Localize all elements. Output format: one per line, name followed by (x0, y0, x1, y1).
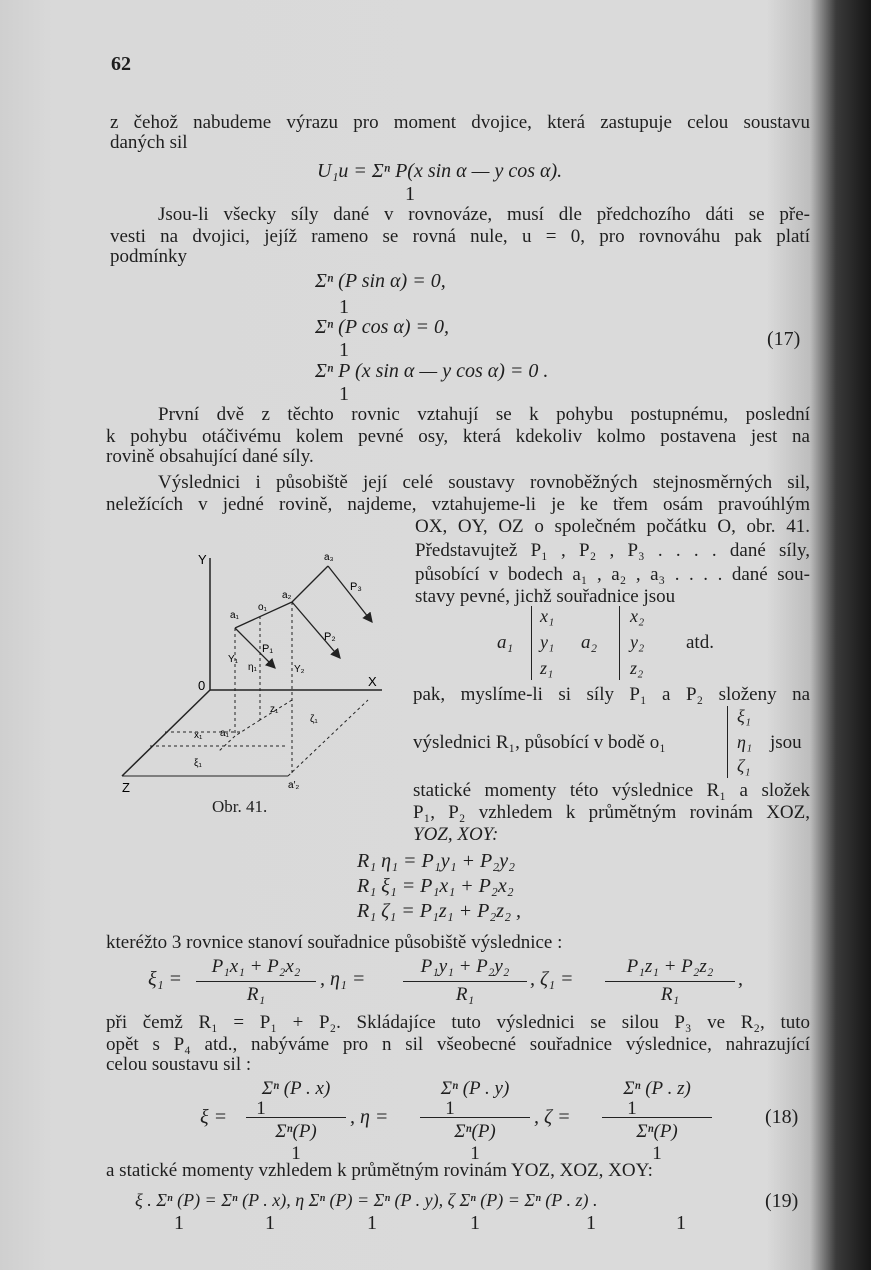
paragraph-line: podmínky (110, 246, 188, 267)
equation-17-line: Σⁿ P (x sin α — y cos α) = 0 . (315, 360, 549, 382)
paragraph-line: neležících v jedné rovině, najdeme, vztahujeme-li je ke třem osám pravoúhlým (106, 494, 810, 515)
paragraph-line: daných sil (110, 132, 188, 153)
paragraph-line: k pohybu otáčivému kolem pevné osy, která kdekoliv kolmo postavena jest na (106, 426, 810, 447)
paragraph-line: stavy pevné, jichž souřadnice jsou (415, 586, 676, 607)
fraction-numerator: Σⁿ (P . y) (440, 1078, 510, 1099)
fraction-denominator: Σⁿ(P) (454, 1121, 496, 1142)
fraction-denominator: Σⁿ(P) (275, 1121, 317, 1142)
fraction-end: , (738, 968, 743, 990)
equation-number: (17) (767, 328, 801, 350)
equation-index: 1 (339, 383, 349, 405)
moment-equation: R₁ ζ₁ = P₁z₁ + P₂z₂ , (357, 900, 522, 922)
brace (531, 606, 532, 680)
label-Y1: Y₁ (228, 654, 239, 665)
paragraph-line: výslednici R₁, působící v bodě o₁ (413, 732, 666, 753)
fraction-numerator: Σⁿ (P . x) (261, 1078, 331, 1099)
label-a3: a₃ (324, 552, 334, 563)
segment-a2-a3 (292, 566, 328, 602)
coord-etc: atd. (686, 632, 714, 653)
label-o1: o₁ (258, 602, 267, 613)
equation-index: 1 (339, 296, 349, 318)
page-number: 62 (111, 53, 131, 75)
fraction-numerator: P₁y₁ + P₂y₂ (420, 956, 510, 977)
equation-17-line: Σⁿ (P sin α) = 0, (315, 270, 446, 292)
equation-index: 1 (405, 183, 415, 205)
paragraph-line: při čemž R₁ = P₁ + P₂. Skládajíce tuto výslednici se silou P₃ ve R₂, tuto (106, 1012, 810, 1033)
equation-index: 1 (265, 1212, 275, 1234)
paragraph-line: celou soustavu sil : (106, 1054, 252, 1075)
label-eta1: η₁ (248, 662, 257, 673)
moment-equation: R₁ η₁ = P₁y₁ + P₂y₂ (357, 850, 516, 872)
label-x1: x₁ (194, 730, 203, 741)
fraction-bar (605, 981, 735, 982)
force-P3-arrow (328, 566, 372, 622)
figure-caption: Obr. 41. (212, 797, 268, 816)
equation-index: 1 (291, 1143, 301, 1164)
coord-x2: x₂ (630, 606, 645, 626)
paragraph-line: Výslednici i působiště její celé soustavy rovnoběžných stejnosměrných sil, (158, 472, 810, 493)
figure-41 (110, 540, 400, 820)
fraction-lhs: , ζ₁ = (530, 968, 574, 990)
force-P2-arrow (292, 602, 340, 658)
equation-index: 1 (256, 1098, 266, 1119)
coord-x1: x₁ (540, 606, 555, 626)
fraction-lhs: ξ = (200, 1106, 228, 1128)
coord-label-a2: a₂ (581, 632, 598, 653)
dashed-line (235, 720, 260, 736)
paragraph-line: jsou (770, 732, 802, 753)
paragraph-line: vesti na dvojici, jejíž rameno se rovná nule, u = 0, pro rovnováhu pak platí (110, 226, 810, 247)
label-P2: P₂ (324, 631, 336, 643)
equation-index: 1 (174, 1212, 184, 1234)
paragraph-line: První dvě z těchto rovnic vztahují se k pohybu postupnému, poslední (158, 404, 810, 425)
fraction-denominator: R₁ (660, 984, 680, 1005)
paragraph-line: OX, OY, OZ o společném počátku O, obr. 41. (415, 516, 810, 537)
fraction-denominator: Σⁿ(P) (636, 1121, 678, 1142)
paragraph-line: Představujtež P₁ , P₂ , P₃ . . . . dané síly, (415, 540, 810, 561)
equation-index: 1 (586, 1212, 596, 1234)
paragraph-line: působící v bodech a₁ , a₂ , a₃ . . . . dané sou- (415, 564, 810, 585)
equation-19: ξ . Σⁿ (P) = Σⁿ (P . x), η Σⁿ (P) = Σⁿ (P . y), ζ Σⁿ (P) = Σⁿ (P . z) . (135, 1190, 598, 1210)
fraction-bar (602, 1117, 712, 1118)
label-P1: P₁ (262, 643, 274, 655)
fraction-lhs: , ζ = (534, 1106, 571, 1128)
fraction-bar (196, 981, 316, 982)
equation-index: 1 (627, 1098, 637, 1119)
equation-17-line: Σⁿ (P cos α) = 0, (315, 316, 450, 338)
label-zeta1: ζ₁ (310, 714, 318, 725)
fraction-bar (420, 1117, 530, 1118)
paragraph-line: statické momenty této výslednice R₁ a složek (413, 780, 810, 801)
coord-eta1: η₁ (737, 732, 753, 752)
label-a2-prime: a′₂ (288, 780, 300, 791)
equation-number: (19) (765, 1190, 799, 1212)
paragraph-line: a statické momenty vzhledem k průmětným rovinám YOZ, XOZ, XOY: (106, 1160, 653, 1181)
fraction-numerator: Σⁿ (P . z) (623, 1078, 691, 1099)
label-Y: Y (198, 552, 207, 567)
fraction-lhs: , η = (350, 1106, 389, 1128)
label-P3: P₃ (350, 581, 362, 593)
fraction-bar (246, 1117, 346, 1118)
paragraph-line: YOZ, XOY: (413, 824, 499, 845)
coord-y2: y₂ (630, 632, 645, 652)
coord-zeta1: ζ₁ (737, 756, 751, 776)
label-a1-prime: a₁′ (220, 728, 231, 739)
coord-label-a1: a₁ (497, 632, 514, 653)
equation-number: (18) (765, 1106, 799, 1128)
paragraph-line: rovině obsahující dané síly. (106, 446, 314, 467)
paragraph-line: pak, myslíme-li si síly P₁ a P₂ složeny na (413, 684, 810, 705)
label-Y2: Y₂ (294, 664, 305, 675)
equation-moment: U₁u = Σⁿ P(x sin α — y cos α). (317, 160, 563, 182)
paragraph-line: kteréžto 3 rovnice stanoví souřadnice působiště výslednice : (106, 932, 563, 953)
equation-index: 1 (652, 1143, 662, 1164)
label-z1: z₁ (270, 704, 279, 715)
paragraph-line: Jsou-li všecky síly dané v rovnováze, musí dle předchozího dáti se pře- (158, 204, 810, 225)
label-X: X (368, 674, 377, 689)
fraction-numerator: P₁z₁ + P₂z₂ (626, 956, 714, 977)
label-a1: a₁ (230, 610, 239, 621)
equation-index: 1 (339, 339, 349, 361)
label-Z: Z (122, 780, 130, 795)
fraction-lhs: , η₁ = (320, 968, 366, 990)
paragraph-line: P₁, P₂ vzhledem k průmětným rovinám XOZ, (413, 802, 810, 823)
equation-index: 1 (445, 1098, 455, 1119)
coord-xi1: ξ₁ (737, 706, 751, 726)
label-O: 0 (198, 678, 206, 693)
equation-index: 1 (367, 1212, 377, 1234)
label-a2: a₂ (282, 590, 292, 601)
fraction-lhs: ξ₁ = (148, 968, 183, 990)
brace (727, 706, 728, 778)
equation-index: 1 (676, 1212, 686, 1234)
fraction-bar (403, 981, 527, 982)
fraction-denominator: R₁ (246, 984, 266, 1005)
moment-equation: R₁ ξ₁ = P₁x₁ + P₂x₂ (357, 875, 514, 897)
paragraph-line: z čehož nabudeme výrazu pro moment dvojice, která zastupuje celou soustavu (110, 112, 810, 133)
plane-edge (288, 700, 368, 776)
equation-index: 1 (470, 1212, 480, 1234)
brace (619, 606, 620, 680)
fraction-numerator: P₁x₁ + P₂x₂ (211, 956, 301, 977)
coord-z1: z₁ (540, 658, 554, 678)
coord-y1: y₁ (540, 632, 555, 652)
coord-z2: z₂ (630, 658, 644, 678)
fraction-denominator: R₁ (455, 984, 475, 1005)
label-xi1: ξ₁ (194, 758, 202, 769)
equation-index: 1 (470, 1143, 480, 1164)
paragraph-line: opět s P₄ atd., nabýváme pro n sil všeobecné souřadnice výslednice, nahrazující (106, 1034, 810, 1055)
